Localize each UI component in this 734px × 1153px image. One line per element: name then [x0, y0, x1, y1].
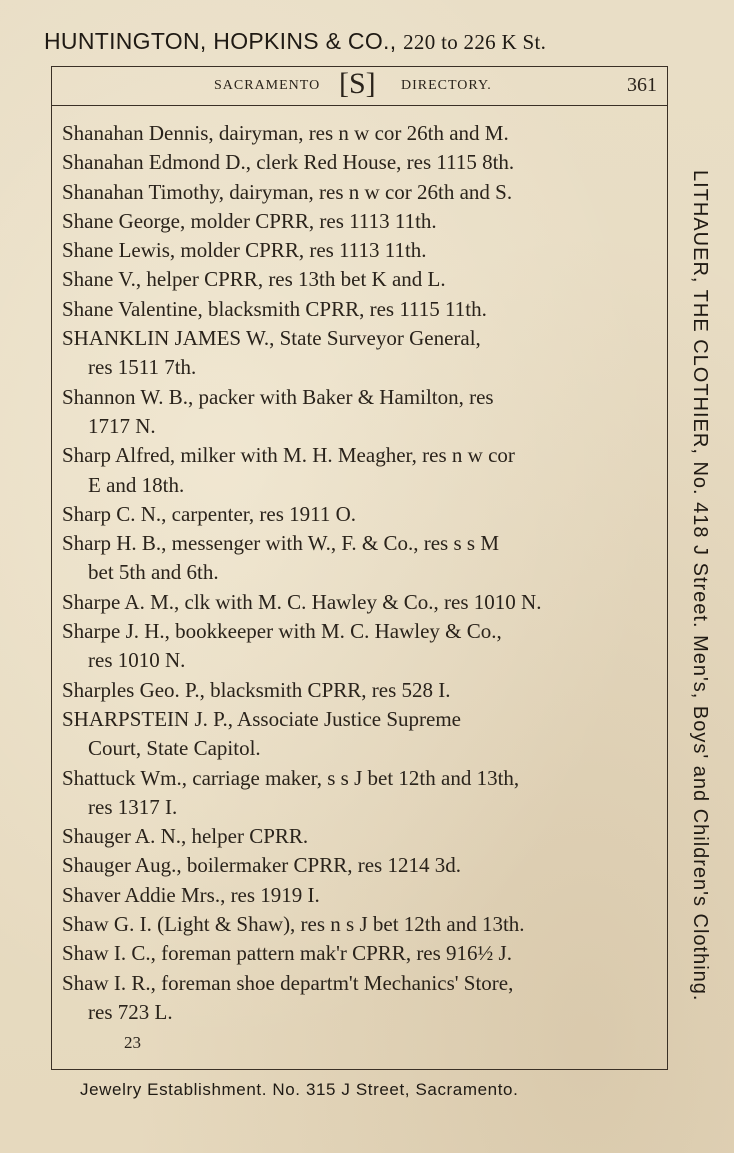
directory-entry — [62, 851, 662, 880]
signature-mark: 23 — [124, 1033, 141, 1052]
entry-text: Shanahan Timothy, dairyman, res n w cor 26th and S. — [62, 179, 513, 204]
directory-entries — [62, 119, 662, 1027]
entry-text: Sharpe J. H., bookkeeper with M. C. Hawley & Co., — [62, 619, 502, 644]
entry-text: Shaw G. I. (Light & Shaw), res n s J bet 12th and 13th. — [62, 912, 525, 937]
entry-continuation: E and 18th. — [88, 472, 185, 497]
directory-entry — [62, 881, 662, 910]
entry-text: Shane V., helper CPRR, res 13th bet K and L. — [62, 267, 446, 292]
entry-continuation: res 1511 7th. — [88, 355, 197, 380]
entry-text: Shane George, molder CPRR, res 1113 11th. — [62, 208, 437, 233]
top-ad-firm: HUNTINGTON, HOPKINS & CO., — [44, 28, 397, 54]
directory-entry — [62, 236, 662, 265]
directory-entry — [62, 705, 662, 764]
entry-continuation: 1717 N. — [88, 413, 156, 438]
page-number: 361 — [627, 74, 657, 96]
directory-entry — [62, 295, 662, 324]
entry-text: Sharp H. B., messenger with W., F. & Co., res s s M — [62, 531, 499, 556]
entry-text: SHARPSTEIN J. P., Associate Justice Supreme — [62, 706, 461, 731]
page-frame — [51, 66, 668, 1070]
directory-entry — [62, 617, 662, 676]
entry-text: Shanahan Edmond D., clerk Red House, res 1115 8th. — [62, 150, 515, 175]
entry-text: Shane Valentine, blacksmith CPRR, res 1115 11th. — [62, 296, 487, 321]
entry-text: Sharp C. N., carpenter, res 1911 O. — [62, 501, 357, 526]
running-header — [52, 67, 667, 105]
directory-entry — [62, 910, 662, 939]
directory-entry — [62, 178, 662, 207]
directory-entry — [62, 529, 662, 588]
entry-text: Shane Lewis, molder CPRR, res 1113 11th. — [62, 238, 427, 263]
entry-text: Shaver Addie Mrs., res 1919 I. — [62, 882, 320, 907]
top-advertisement — [44, 28, 684, 55]
entry-text: Shattuck Wm., carriage maker, s s J bet 12th and 13th, — [62, 765, 520, 790]
directory-entry — [62, 265, 662, 294]
entry-text: Shauger A. N., helper CPRR. — [62, 824, 309, 849]
directory-entry — [62, 676, 662, 705]
directory-entry — [62, 500, 662, 529]
entry-text: Sharpe A. M., clk with M. C. Hawley & Co., res 1010 N. — [62, 589, 542, 614]
header-city: SACRAMENTO — [214, 78, 321, 93]
entry-continuation: bet 5th and 6th. — [88, 560, 219, 585]
directory-entry — [62, 119, 662, 148]
entry-text: Sharples Geo. P., blacksmith CPRR, res 528 I. — [62, 677, 451, 702]
top-ad-address: 220 to 226 K St. — [403, 30, 547, 54]
entry-text: Shauger Aug., boilermaker CPRR, res 1214 3d. — [62, 853, 461, 878]
directory-entry — [62, 383, 662, 442]
directory-entry — [62, 764, 662, 823]
entry-text: Shannon W. B., packer with Baker & Hamilton, res — [62, 384, 494, 409]
entry-text: Sharp Alfred, milker with M. H. Meagher, res n w cor — [62, 443, 515, 468]
directory-entry — [62, 324, 662, 383]
entry-continuation: res 1010 N. — [88, 648, 186, 673]
entry-continuation: res 723 L. — [88, 999, 173, 1024]
directory-entry — [62, 939, 662, 968]
entry-text: SHANKLIN JAMES W., State Surveyor General, — [62, 326, 481, 351]
directory-entry — [62, 822, 662, 851]
directory-entry — [62, 207, 662, 236]
entry-text: Shaw I. R., foreman shoe departm't Mechanics' Store, — [62, 970, 514, 995]
directory-entry — [62, 148, 662, 177]
directory-entry — [62, 969, 662, 1028]
entry-text: Shaw I. C., foreman pattern mak'r CPRR, res 916½ J. — [62, 941, 512, 966]
directory-entry — [62, 441, 662, 500]
directory-entry — [62, 588, 662, 617]
header-section-letter: [S] — [339, 67, 376, 100]
side-advertisement: LITHAUER, THE CLOTHIER, No. 418 J Street. Men's, Boys' and Children's Clothing. — [689, 170, 711, 1002]
entry-text: Shanahan Dennis, dairyman, res n w cor 26th and M. — [62, 121, 509, 145]
header-directory: DIRECTORY. — [401, 78, 492, 93]
header-divider — [52, 105, 667, 106]
entry-continuation: Court, State Capitol. — [88, 736, 261, 761]
entry-continuation: res 1317 I. — [88, 794, 178, 819]
bottom-advertisement: Jewelry Establishment. No. 315 J Street, Sacramento. — [80, 1080, 519, 1099]
